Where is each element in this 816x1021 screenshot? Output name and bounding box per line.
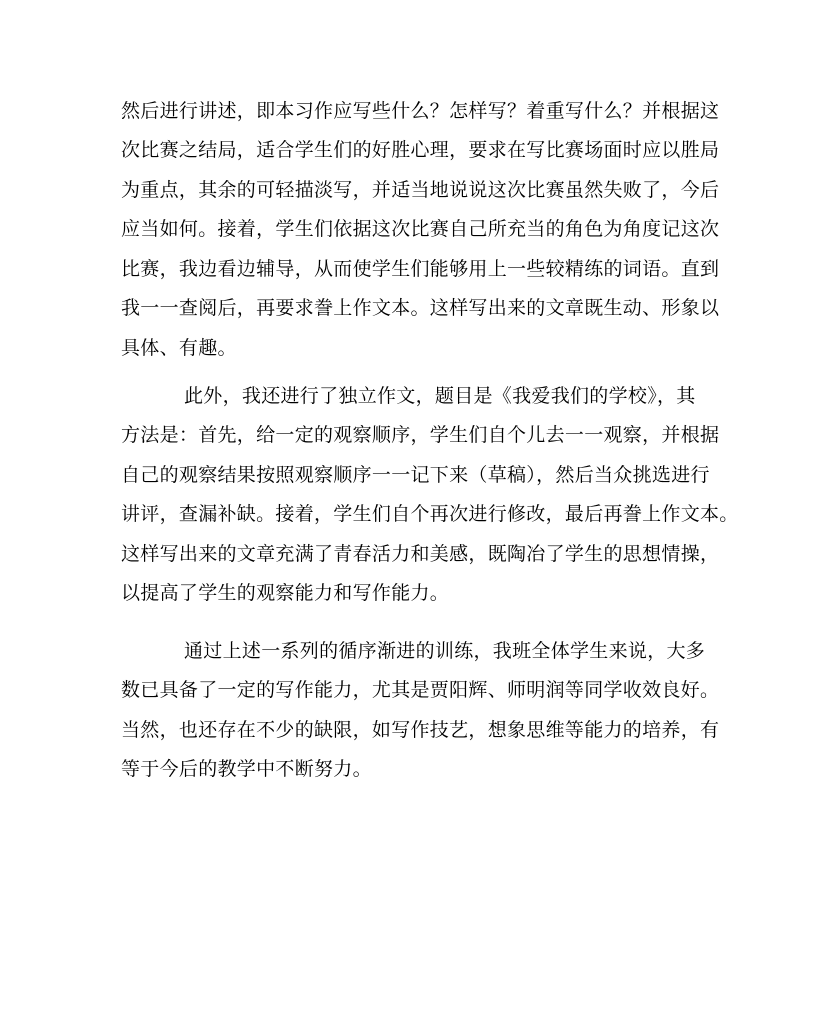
text-line: 应当如何。接着，学生们依据这次比赛自己所充当的角色为角度记这次 [121,218,720,240]
text-line: 为重点，其余的可轻描淡写，并适当地说说这次比赛虽然失败了，今后 [121,179,720,201]
text-line: 自己的观察结果按照观察顺序一一记下来（草稿），然后当众挑选进行 [121,464,710,486]
text-line: 方法是：首先，给一定的观察顺序，学生们自个儿去一一观察，并根据 [121,424,720,446]
text-line: 以提高了学生的观察能力和写作能力。 [121,582,450,604]
text-line: 数已具备了一定的写作能力，尤其是贾阳辉、师明润等同学收效良好。 [121,679,720,701]
text-line: 此外，我还进行了独立作文，题目是《我爱我们的学校》，其 [184,385,696,407]
text-line: 等于今后的教学中不断努力。 [121,758,372,780]
text-line: 我一一查阅后，再要求誊上作文本。这样写出来的文章既生动、形象以 [121,297,720,319]
text-line: 这样写出来的文章充满了青春活力和美感，既陶冶了学生的思想情操， [121,543,720,565]
text-line: 然后进行讲述，即本习作应写些什么？怎样写？着重写什么？并根据这 [121,100,720,122]
text-line: 次比赛之结局，适合学生们的好胜心理，要求在写比赛场面时应以胜局 [121,139,720,161]
text-line: 通过上述一系列的循序渐进的训练，我班全体学生来说，大多 [184,640,706,662]
text-line: 具体、有趣。 [121,337,237,359]
text-line: 讲评，查漏补缺。接着，学生们自个再次进行修改，最后再誊上作文本。 [121,503,739,525]
text-line: 比赛，我边看边辅导，从而使学生们能够用上一些较精练的词语。直到 [121,258,720,280]
text-line: 当然，也还存在不少的缺限，如写作技艺，想象思维等能力的培养，有 [121,719,720,741]
